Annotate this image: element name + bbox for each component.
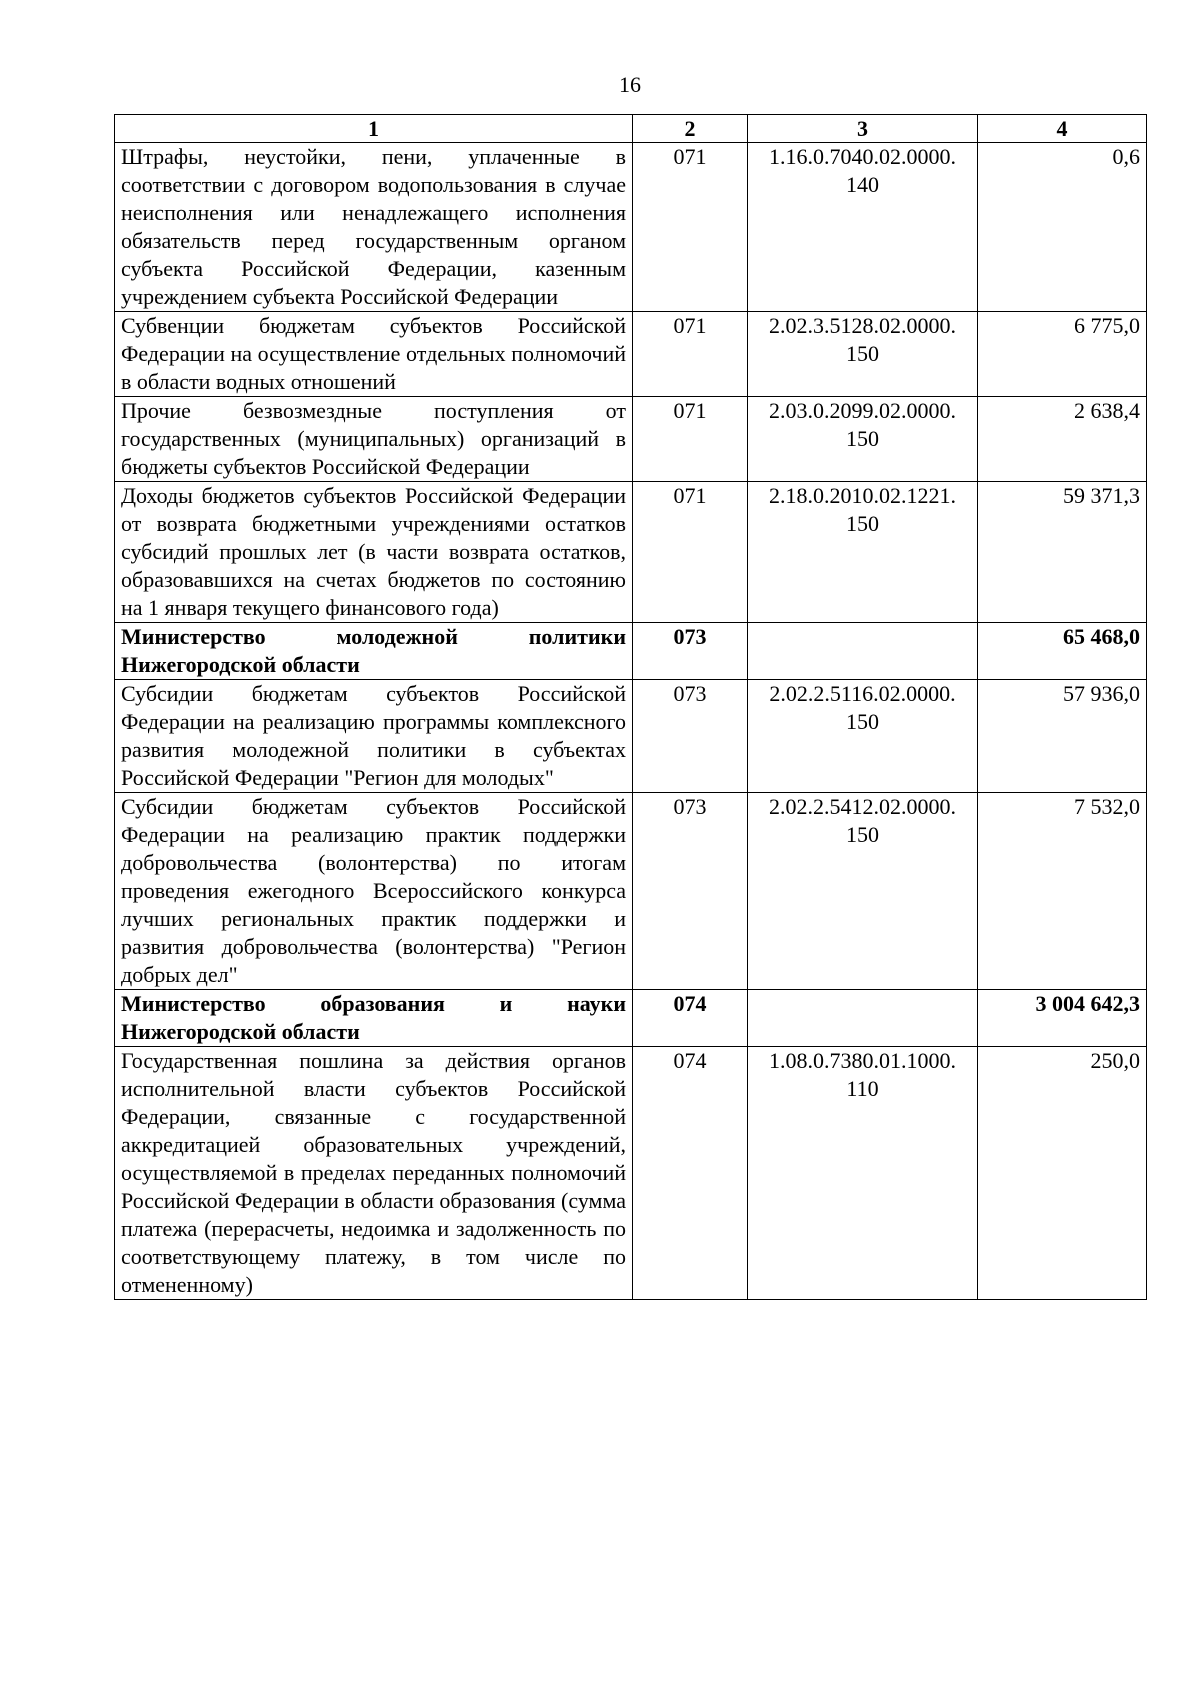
classification-code-part-2: 110	[846, 1076, 879, 1101]
row-description: Субсидии бюджетам субъектов Российской Федерации на реализацию программы комплексного развития молодежной политики в субъектах Российской Федерации "Регион для молодых"	[115, 680, 633, 793]
table-header-row	[115, 115, 1147, 143]
row-classification-code	[748, 990, 978, 1047]
classification-code-part-1: 1.08.0.7380.01.1000.	[769, 1048, 956, 1073]
classification-code-part-1: 2.03.0.2099.02.0000.	[769, 398, 956, 423]
classification-code-part-2: 150	[846, 709, 879, 734]
row-admin-code: 074	[633, 1047, 748, 1300]
row-classification-code	[748, 623, 978, 680]
table-row	[115, 1047, 1147, 1300]
row-classification-code	[748, 397, 978, 482]
table-body	[115, 143, 1147, 1300]
row-description: Доходы бюджетов субъектов Российской Федерации от возврата бюджетными учреждениями остатков субсидий прошлых лет (в части возврата остатков, образовавшихся на счетах бюджетов по состоянию на 1 января текущего финансового года)	[115, 482, 633, 623]
table-row	[115, 482, 1147, 623]
row-description: Прочие безвозмездные поступления от государственных (муниципальных) организаций в бюджеты субъектов Российской Федерации	[115, 397, 633, 482]
table-row	[115, 680, 1147, 793]
classification-code-part-2: 150	[846, 341, 879, 366]
row-description: Субвенции бюджетам субъектов Российской Федерации на осуществление отдельных полномочий в области водных отношений	[115, 312, 633, 397]
row-admin-code: 071	[633, 312, 748, 397]
row-classification-code	[748, 482, 978, 623]
ministry-row	[115, 623, 1147, 680]
row-admin-code: 074	[633, 990, 748, 1047]
classification-code-part-1: 2.18.0.2010.02.1221.	[769, 483, 956, 508]
row-amount: 0,6	[978, 143, 1147, 312]
row-amount: 59 371,3	[978, 482, 1147, 623]
row-amount: 6 775,0	[978, 312, 1147, 397]
classification-code-part-2: 150	[846, 511, 879, 536]
classification-code-part-1: 2.02.3.5128.02.0000.	[769, 313, 956, 338]
table-row	[115, 143, 1147, 312]
table-row	[115, 312, 1147, 397]
ministry-row	[115, 990, 1147, 1047]
row-classification-code	[748, 143, 978, 312]
row-amount: 65 468,0	[978, 623, 1147, 680]
classification-code-part-2: 150	[846, 822, 879, 847]
row-amount: 3 004 642,3	[978, 990, 1147, 1047]
classification-code-part-1: 2.02.2.5412.02.0000.	[769, 794, 956, 819]
row-description: Государственная пошлина за действия органов исполнительной власти субъектов Российской Федерации, связанные с государственной аккредитацией образовательных учреждений, осуществляемой в пределах переданных полномочий Российской Федерации в области образования (сумма платежа (перерасчеты, недоимка и задолженность по соответствующему платежу, в том числе по отмененному)	[115, 1047, 633, 1300]
row-admin-code: 073	[633, 680, 748, 793]
row-admin-code: 073	[633, 623, 748, 680]
row-admin-code: 071	[633, 397, 748, 482]
row-amount: 57 936,0	[978, 680, 1147, 793]
table-row	[115, 793, 1147, 990]
row-admin-code: 073	[633, 793, 748, 990]
row-amount: 7 532,0	[978, 793, 1147, 990]
row-classification-code	[748, 312, 978, 397]
row-classification-code	[748, 1047, 978, 1300]
column-header-2: 2	[633, 115, 748, 143]
classification-code-part-2: 140	[846, 172, 879, 197]
revenue-table	[114, 114, 1147, 1300]
row-description: Субсидии бюджетам субъектов Российской Федерации на реализацию практик поддержки добровольчества (волонтерства) по итогам проведения ежегодного Всероссийского конкурса лучших региональных практик поддержки и развития добровольчества (волонтерства) "Регион добрых дел"	[115, 793, 633, 990]
row-description: Министерство образования и науки Нижегородской области	[115, 990, 633, 1047]
column-header-3: 3	[748, 115, 978, 143]
row-classification-code	[748, 680, 978, 793]
row-admin-code: 071	[633, 482, 748, 623]
classification-code-part-1: 1.16.0.7040.02.0000.	[769, 144, 956, 169]
row-description: Штрафы, неустойки, пени, уплаченные в соответствии с договором водопользования в случае неисполнения или ненадлежащего исполнения обязательств перед государственным органом субъекта Российской Федерации, казенным учреждением субъекта Российской Федерации	[115, 143, 633, 312]
row-amount: 2 638,4	[978, 397, 1147, 482]
row-admin-code: 071	[633, 143, 748, 312]
column-header-1: 1	[115, 115, 633, 143]
page-number: 16	[619, 72, 641, 97]
row-amount: 250,0	[978, 1047, 1147, 1300]
column-header-4: 4	[978, 115, 1147, 143]
classification-code-part-2: 150	[846, 426, 879, 451]
table-row	[115, 397, 1147, 482]
classification-code-part-1: 2.02.2.5116.02.0000.	[769, 681, 956, 706]
row-classification-code	[748, 793, 978, 990]
row-description: Министерство молодежной политики Нижегородской области	[115, 623, 633, 680]
